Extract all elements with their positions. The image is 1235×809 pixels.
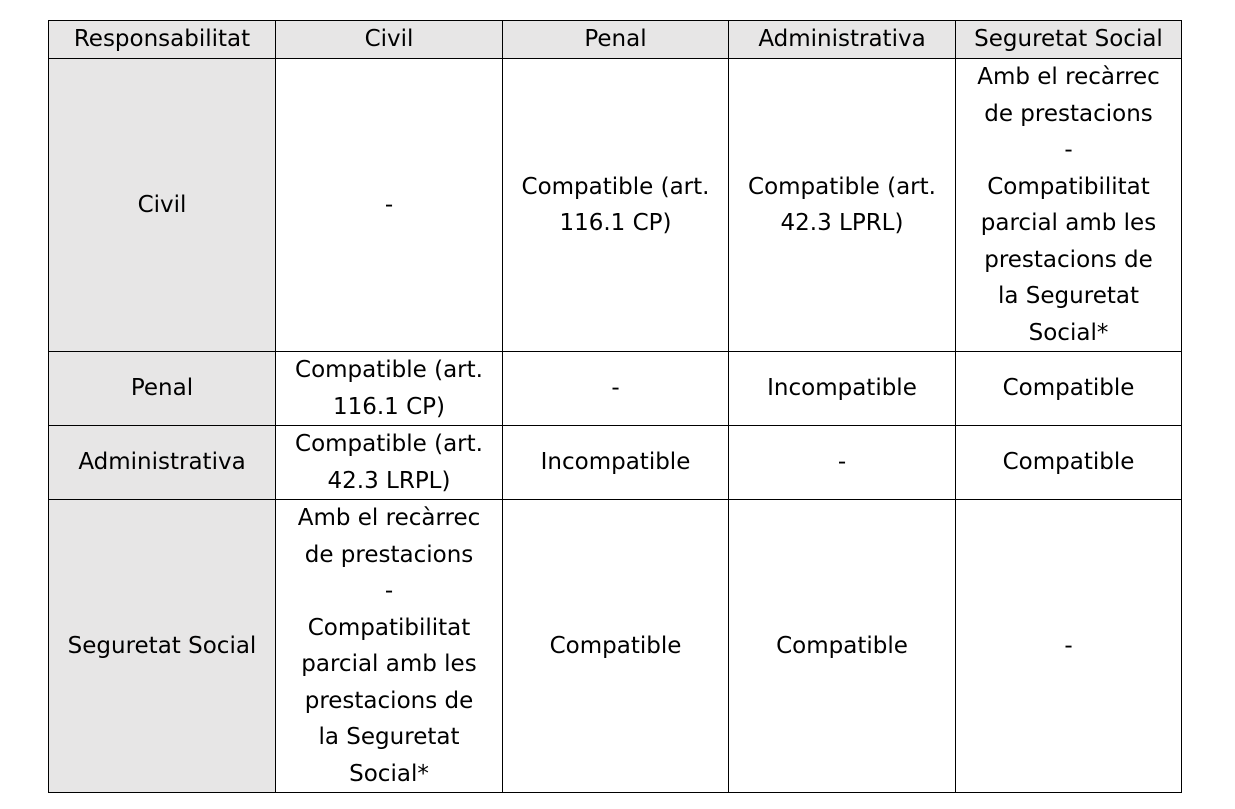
- cell-penal-civil: Compatible (art. 116.1 CP): [276, 352, 503, 426]
- cell-penal-administrativa: Incompatible: [729, 352, 956, 426]
- cell-administrativa-administrativa: -: [729, 426, 956, 500]
- row-label-seguretat-social: Seguretat Social: [49, 500, 276, 793]
- table-row-seguretat-social: [49, 500, 1182, 793]
- row-label-civil: Civil: [49, 59, 276, 352]
- table-row-civil: [49, 59, 1182, 352]
- header-civil: Civil: [276, 21, 503, 59]
- header-responsabilitat: Responsabilitat: [49, 21, 276, 59]
- row-label-administrativa: Administrativa: [49, 426, 276, 500]
- row-label-penal: Penal: [49, 352, 276, 426]
- cell-seguretat-social-civil: Amb el recàrrec de prestacions - Compatibilitat parcial amb les prestacions de la Seguretat Social*: [276, 500, 503, 793]
- responsibility-compatibility-table: [48, 20, 1182, 793]
- cell-administrativa-penal: Incompatible: [503, 426, 729, 500]
- cell-penal-seguretat-social: Compatible: [956, 352, 1182, 426]
- cell-seguretat-social-penal: Compatible: [503, 500, 729, 793]
- cell-civil-civil: -: [276, 59, 503, 352]
- cell-civil-administrativa: Compatible (art. 42.3 LPRL): [729, 59, 956, 352]
- cell-civil-penal: Compatible (art. 116.1 CP): [503, 59, 729, 352]
- header-penal: Penal: [503, 21, 729, 59]
- cell-seguretat-social-seguretat-social: -: [956, 500, 1182, 793]
- cell-seguretat-social-administrativa: Compatible: [729, 500, 956, 793]
- header-row: [49, 21, 1182, 59]
- cell-administrativa-civil: Compatible (art. 42.3 LRPL): [276, 426, 503, 500]
- table-row-administrativa: [49, 426, 1182, 500]
- table-row-penal: [49, 352, 1182, 426]
- cell-civil-seguretat-social: Amb el recàrrec de prestacions - Compatibilitat parcial amb les prestacions de la Seguretat Social*: [956, 59, 1182, 352]
- header-administrativa: Administrativa: [729, 21, 956, 59]
- cell-administrativa-seguretat-social: Compatible: [956, 426, 1182, 500]
- header-seguretat-social: Seguretat Social: [956, 21, 1182, 59]
- cell-penal-penal: -: [503, 352, 729, 426]
